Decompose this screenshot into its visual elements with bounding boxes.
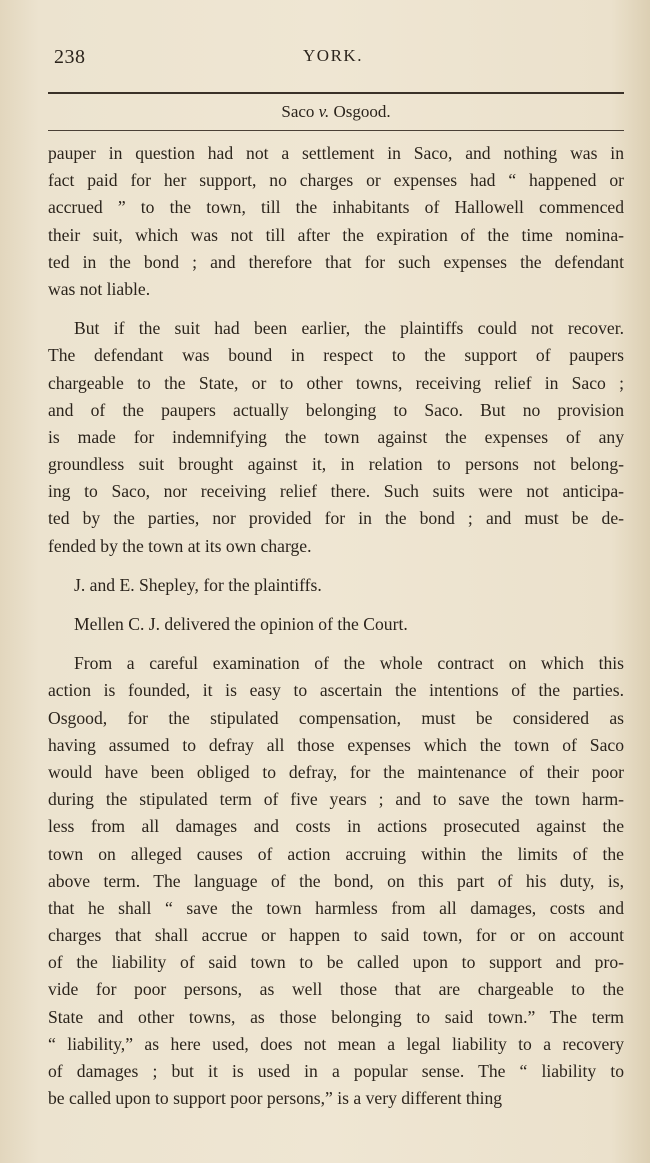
text-line: and of the paupers actually belonging to Saco. But no provision <box>48 399 624 420</box>
text-line: J. and E. Shepley, for the plaintiffs. <box>74 574 322 595</box>
text-line: ted by the parties, nor provided for in the bond ; and must be de- <box>48 508 624 529</box>
body-text <box>48 140 624 1112</box>
text-line: action is founded, it is easy to ascertain the intentions of the parties. <box>48 680 624 701</box>
text-line: From a careful examination of the whole contract on which this <box>74 653 624 674</box>
text-line: charges that shall accrue or happen to said town, for or on account <box>48 925 624 946</box>
paragraph-p2 <box>48 315 624 560</box>
text-line: town on alleged causes of action accruing within the limits of the <box>48 843 624 864</box>
text-line: The defendant was bound in respect to the support of paupers <box>48 345 624 366</box>
top-rule <box>48 92 624 94</box>
paragraph-p1 <box>48 140 624 303</box>
text-line: less from all damages and costs in actions prosecuted against the <box>48 816 624 837</box>
text-line: But if the suit had been earlier, the plaintiffs could not recover. <box>74 318 624 339</box>
text-line: Mellen C. J. delivered the opinion of the Court. <box>74 614 408 634</box>
text-line: was not liable. <box>48 278 151 299</box>
paragraph-gap <box>48 303 624 315</box>
text-line: chargeable to the State, or to other towns, receiving relief in Saco ; <box>48 372 624 393</box>
text-line: is made for indemnifying the town against the expenses of any <box>48 426 624 447</box>
text-line: of the liability of said town to be called upon to support and pro- <box>48 952 624 973</box>
bottom-rule <box>48 130 624 131</box>
case-title-v: v. <box>318 102 330 121</box>
text-line: vide for poor persons, as well those that are chargeable to the <box>48 979 624 1000</box>
text-line: their suit, which was not till after the expiration of the time nomina- <box>48 224 624 245</box>
text-line: pauper in question had not a settlement in Saco, and nothing was in <box>48 143 624 163</box>
text-line: fact paid for her support, no charges or expenses had “ happened or <box>48 170 624 191</box>
paragraph-p3 <box>48 572 624 599</box>
text-line: above term. The language of the bond, on this part of his duty, is, <box>48 870 624 891</box>
text-line: “ liability,” as here used, does not mean a legal liability to a recovery <box>48 1033 624 1054</box>
text-line: would have been obliged to defray, for the maintenance of their poor <box>48 761 624 782</box>
case-title-right: Osgood. <box>333 102 391 121</box>
text-line: Osgood, for the stipulated compensation, must be considered as <box>48 707 624 728</box>
text-line: during the stipulated term of five years ; and to save the town harm- <box>48 789 624 810</box>
case-title <box>48 102 624 122</box>
text-line: be called upon to support poor persons,” is a very different thing <box>48 1088 503 1109</box>
text-line: having assumed to defray all those expenses which the town of Saco <box>48 734 624 755</box>
text-line: State and other towns, as those belonging to said town.” The term <box>48 1006 624 1027</box>
paragraph-gap <box>48 599 624 611</box>
paragraph-p4 <box>48 611 624 638</box>
text-line: accrued ” to the town, till the inhabitants of Hallowell commenced <box>48 197 624 218</box>
case-title-left: Saco <box>281 102 315 121</box>
text-line: ted in the bond ; and therefore that for such expenses the defendant <box>48 251 624 272</box>
text-line: fended by the town at its own charge. <box>48 535 312 556</box>
paragraph-gap <box>48 560 624 572</box>
text-line: of damages ; but it is used in a popular sense. The “ liability to <box>48 1061 624 1081</box>
paragraph-gap <box>48 638 624 650</box>
text-line: that he shall “ save the town harmless from all damages, costs and <box>48 897 624 918</box>
running-title: YORK. <box>303 46 363 65</box>
paragraph-p5 <box>48 650 624 1112</box>
text-line: ing to Saco, nor receiving relief there. Such suits were not anticipa- <box>48 481 624 502</box>
running-head <box>48 42 618 72</box>
text-line: groundless suit brought against it, in relation to persons not belong- <box>48 454 624 475</box>
page-number: 238 <box>54 46 86 68</box>
